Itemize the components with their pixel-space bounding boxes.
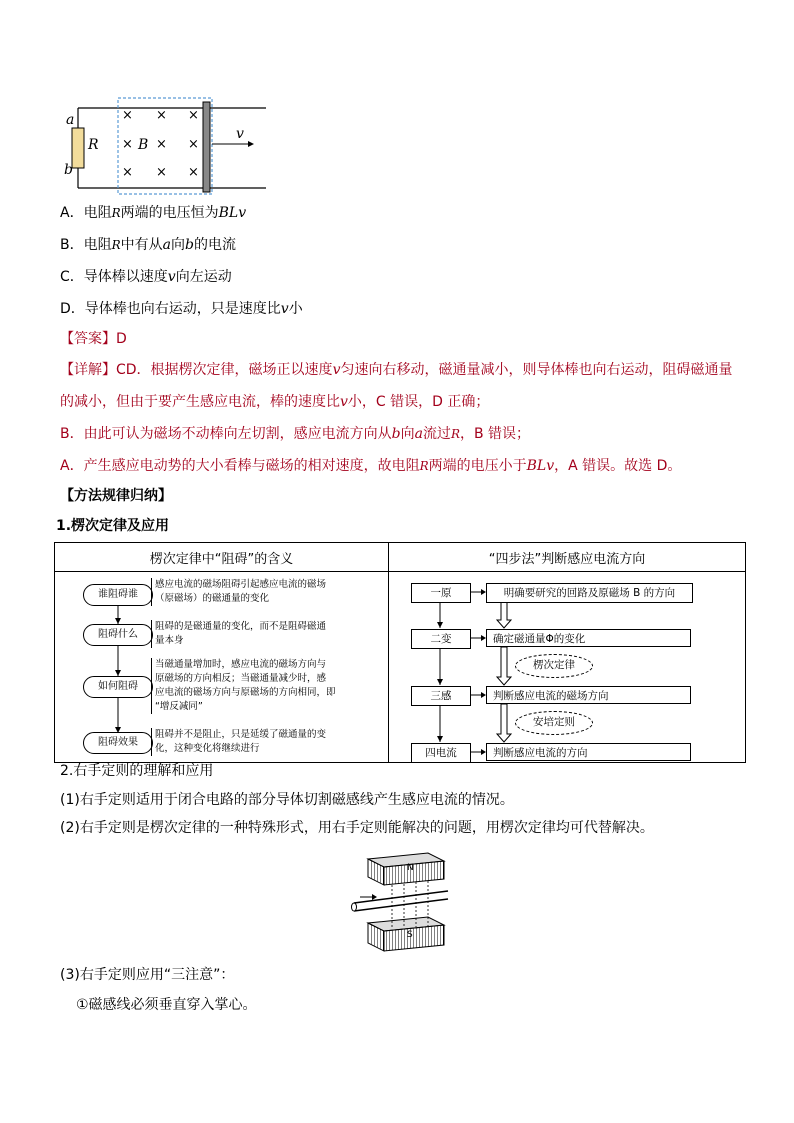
step-2-text: 确定磁通量Φ的变化 [486, 629, 691, 647]
step-1: 一原 [411, 583, 471, 603]
detail-line-4: A．产生感应电动势的大小看棒与磁场的相对速度，故电阻R两端的电压小于BLv，A 错误。故选 D。 [60, 458, 682, 474]
detail-line-2: 的减小，但由于要产生感应电流，棒的速度比v小，C 错误，D 正确； [60, 394, 490, 410]
section1-title: 1.楞次定律及应用 [56, 518, 170, 534]
field-x-mark: × [156, 108, 167, 123]
magnet-illustration [350, 851, 450, 957]
field-x-mark: × [156, 137, 167, 152]
four-step-cell [389, 572, 746, 763]
pill-who: 谁阻碍谁 [83, 584, 153, 606]
field-x-mark: × [156, 165, 167, 180]
lenz-table [54, 542, 746, 763]
label-a: a [66, 112, 75, 128]
detail-line-3: B．由此可认为磁场不动棒向左切割，感应电流方向从b向a流过R，B 错误； [60, 426, 531, 442]
field-x-mark: × [188, 137, 199, 152]
desc-who: 感应电流的磁场阻碍引起感应电流的磁场 （原磁场）的磁通量的变化 [151, 578, 326, 606]
detail-line-1: 【详解】CD．根据楞次定律，磁场正以速度v匀速向右移动，磁通量减小，则导体棒也向右运动，阻碍磁通量 [60, 362, 733, 378]
section2-title: 2.右手定则的理解和应用 [60, 763, 214, 779]
desc-effect: 阻碍并不是阻止，只是延缓了磁通量的变 化，这种变化将继续进行 [151, 728, 326, 756]
step-4-text: 判断感应电流的方向 [486, 743, 691, 761]
magnet-s-label: S [407, 930, 413, 940]
desc-what: 阻碍的是磁通量的变化，而不是阻碍磁通 量本身 [151, 620, 326, 648]
oval-ampere-rule: 安培定则 [515, 711, 593, 735]
field-x-mark: × [122, 108, 133, 123]
step-3-text: 判断感应电流的磁场方向 [486, 686, 691, 704]
option-c: C．导体棒以速度v向左运动 [60, 269, 232, 285]
method-title: 【方法规律归纳】 [60, 488, 172, 504]
table-head-right: “四步法”判断感应电流方向 [389, 543, 746, 572]
pill-what: 阻碍什么 [83, 624, 153, 646]
label-v: v [236, 126, 244, 142]
table-head-left: 楞次定律中“阻碍”的含义 [55, 543, 389, 572]
magnet-n-label: N [407, 863, 414, 873]
field-x-mark: × [188, 165, 199, 180]
rh-rule-1: (1)右手定则适用于闭合电路的部分导体切割磁感线产生感应电流的情况。 [60, 792, 514, 808]
answer: 【答案】D [60, 331, 127, 347]
rh-rule-3: (3)右手定则应用“三注意”： [60, 967, 235, 983]
option-d: D．导体棒也向右运动，只是速度比v小 [60, 301, 303, 317]
desc-how: 当磁通量增加时，感应电流的磁场方向与 原磁场的方向相反；当磁通量减少时，感 应电流的磁场方向与原磁场的方向相同，即 “增反减同” [151, 658, 336, 714]
oval-lenz-law: 楞次定律 [515, 654, 593, 678]
rh-rule-3-1: ①磁感线必须垂直穿入掌心。 [76, 997, 257, 1013]
label-b: b [64, 162, 73, 178]
field-x-mark: × [122, 165, 133, 180]
lenz-meaning-cell [55, 572, 389, 763]
step-3: 三感 [411, 686, 471, 706]
field-x-mark: × [188, 108, 199, 123]
rh-rule-2: (2)右手定则是楞次定律的一种特殊形式，用右手定则能解决的问题，用楞次定律均可代替解决。 [60, 820, 654, 836]
step-4: 四电流 [411, 743, 471, 763]
label-R: R [88, 137, 99, 153]
label-B: B [138, 137, 149, 153]
resistor [72, 128, 84, 168]
option-a: A．电阻R两端的电压恒为BLv [60, 205, 247, 221]
step-1-text: 明确要研究的回路及原磁场 B 的方向 [486, 583, 693, 603]
pill-effect: 阻碍效果 [83, 732, 153, 754]
field-x-mark: × [122, 137, 133, 152]
pill-how: 如何阻碍 [83, 676, 153, 698]
option-b: B．电阻R中有从a向b的电流 [60, 237, 236, 253]
conductor-rod [203, 102, 210, 192]
step-2: 二变 [411, 629, 471, 649]
